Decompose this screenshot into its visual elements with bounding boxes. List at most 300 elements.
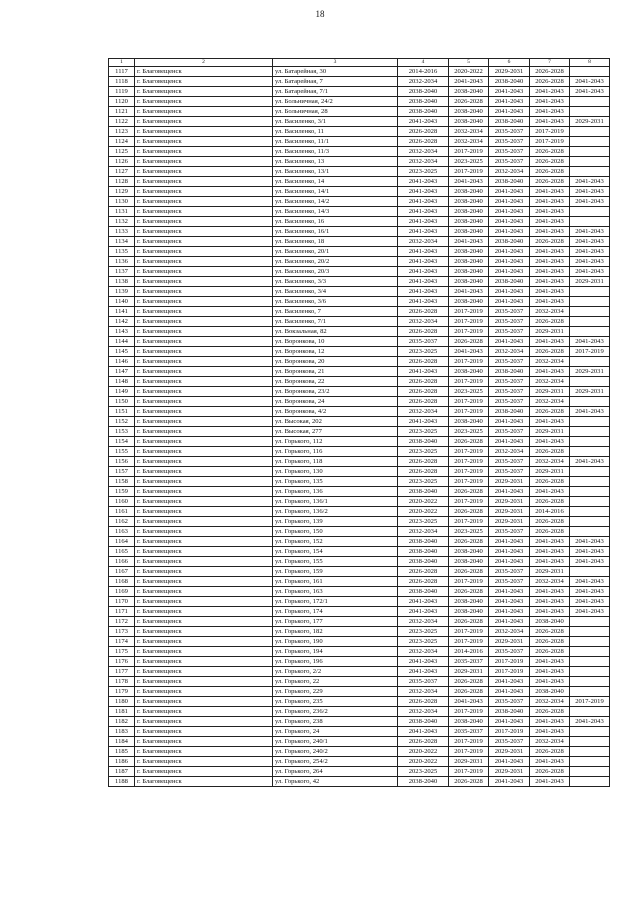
period-cell: 2038-2040 xyxy=(489,77,530,87)
period-cell: 2029-2031 xyxy=(570,277,610,287)
period-cell: 2035-2037 xyxy=(489,697,530,707)
period-cell: 2026-2028 xyxy=(449,677,489,687)
row-number: 1156 xyxy=(109,457,135,467)
period-cell: 2032-2034 xyxy=(398,647,449,657)
period-cell: 2026-2028 xyxy=(530,167,570,177)
address-cell: ул. Воронкова, 24 xyxy=(273,397,398,407)
address-cell: ул. Василенко, 16/1 xyxy=(273,227,398,237)
period-cell: 2026-2028 xyxy=(530,67,570,77)
address-cell: ул. Горького, 136/2 xyxy=(273,507,398,517)
city-cell: г. Благовещенск xyxy=(135,287,273,297)
period-cell: 2038-2040 xyxy=(449,187,489,197)
period-cell xyxy=(570,307,610,317)
period-cell: 2017-2019 xyxy=(449,317,489,327)
city-cell: г. Благовещенск xyxy=(135,437,273,447)
address-cell: ул. Василенко, 3/1 xyxy=(273,117,398,127)
row-number: 1159 xyxy=(109,487,135,497)
period-cell: 2041-2043 xyxy=(489,297,530,307)
period-cell xyxy=(570,657,610,667)
period-cell: 2017-2019 xyxy=(449,167,489,177)
period-cell: 2038-2040 xyxy=(489,277,530,287)
row-number: 1145 xyxy=(109,347,135,357)
period-cell: 2041-2043 xyxy=(489,717,530,727)
city-cell: г. Благовещенск xyxy=(135,197,273,207)
address-cell: ул. Горького, 116 xyxy=(273,447,398,457)
column-header: 4 xyxy=(398,59,449,67)
period-cell: 2041-2043 xyxy=(570,547,610,557)
city-cell: г. Благовещенск xyxy=(135,417,273,427)
table-row xyxy=(109,357,610,367)
address-cell: ул. Батарейная, 7/1 xyxy=(273,87,398,97)
address-cell: ул. Горького, 236/2 xyxy=(273,707,398,717)
period-cell: 2041-2043 xyxy=(489,267,530,277)
period-cell: 2041-2043 xyxy=(570,197,610,207)
table-row xyxy=(109,497,610,507)
period-cell: 2041-2043 xyxy=(489,217,530,227)
period-cell: 2032-2034 xyxy=(530,577,570,587)
period-cell: 2041-2043 xyxy=(530,667,570,677)
period-cell: 2041-2043 xyxy=(570,587,610,597)
period-cell: 2038-2040 xyxy=(489,177,530,187)
city-cell: г. Благовещенск xyxy=(135,737,273,747)
period-cell: 2026-2028 xyxy=(530,157,570,167)
period-cell: 2029-2031 xyxy=(570,387,610,397)
table-row xyxy=(109,717,610,727)
period-cell: 2041-2043 xyxy=(398,227,449,237)
period-cell: 2041-2043 xyxy=(530,217,570,227)
period-cell: 2026-2028 xyxy=(530,497,570,507)
period-cell: 2017-2019 xyxy=(449,307,489,317)
period-cell xyxy=(570,317,610,327)
period-cell: 2017-2019 xyxy=(449,147,489,157)
period-cell: 2041-2043 xyxy=(398,657,449,667)
period-cell: 2026-2028 xyxy=(398,737,449,747)
period-cell xyxy=(570,107,610,117)
period-cell: 2023-2025 xyxy=(398,167,449,177)
city-cell: г. Благовещенск xyxy=(135,557,273,567)
table-row xyxy=(109,557,610,567)
period-cell: 2035-2037 xyxy=(489,387,530,397)
period-cell: 2032-2034 xyxy=(530,357,570,367)
city-cell: г. Благовещенск xyxy=(135,87,273,97)
period-cell xyxy=(570,127,610,137)
period-cell: 2035-2037 xyxy=(489,577,530,587)
period-cell: 2017-2019 xyxy=(449,497,489,507)
period-cell xyxy=(570,677,610,687)
address-cell: ул. Воронкова, 4/2 xyxy=(273,407,398,417)
city-cell: г. Благовещенск xyxy=(135,767,273,777)
period-cell: 2026-2028 xyxy=(398,397,449,407)
period-cell: 2023-2025 xyxy=(398,477,449,487)
period-cell: 2041-2043 xyxy=(449,77,489,87)
address-cell: ул. Воронкова, 20 xyxy=(273,357,398,367)
table-row xyxy=(109,607,610,617)
period-cell: 2026-2028 xyxy=(449,97,489,107)
column-header: 3 xyxy=(273,59,398,67)
address-cell: ул. Горького, 136/1 xyxy=(273,497,398,507)
row-number: 1187 xyxy=(109,767,135,777)
table-body xyxy=(109,59,610,787)
period-cell: 2041-2043 xyxy=(449,697,489,707)
period-cell xyxy=(570,767,610,777)
period-cell: 2017-2019 xyxy=(449,707,489,717)
period-cell: 2023-2025 xyxy=(398,427,449,437)
period-cell xyxy=(570,737,610,747)
table-row xyxy=(109,777,610,787)
period-cell: 2029-2031 xyxy=(489,477,530,487)
city-cell: г. Благовещенск xyxy=(135,477,273,487)
column-header: 1 xyxy=(109,59,135,67)
period-cell: 2041-2043 xyxy=(530,657,570,667)
row-number: 1151 xyxy=(109,407,135,417)
city-cell: г. Благовещенск xyxy=(135,447,273,457)
period-cell: 2038-2040 xyxy=(398,107,449,117)
period-cell: 2017-2019 xyxy=(449,457,489,467)
period-cell: 2023-2025 xyxy=(449,427,489,437)
period-cell: 2026-2028 xyxy=(398,567,449,577)
period-cell: 2038-2040 xyxy=(530,617,570,627)
period-cell: 2041-2043 xyxy=(398,667,449,677)
row-number: 1149 xyxy=(109,387,135,397)
period-cell: 2026-2028 xyxy=(449,687,489,697)
period-cell: 2041-2043 xyxy=(570,607,610,617)
row-number: 1132 xyxy=(109,217,135,227)
period-cell: 2029-2031 xyxy=(530,327,570,337)
row-number: 1169 xyxy=(109,587,135,597)
city-cell: г. Благовещенск xyxy=(135,597,273,607)
table-row xyxy=(109,167,610,177)
period-cell: 2029-2031 xyxy=(489,497,530,507)
period-cell: 2041-2043 xyxy=(570,337,610,347)
period-cell: 2035-2037 xyxy=(489,157,530,167)
period-cell: 2017-2019 xyxy=(449,737,489,747)
period-cell: 2035-2037 xyxy=(489,737,530,747)
city-cell: г. Благовещенск xyxy=(135,297,273,307)
row-number: 1131 xyxy=(109,207,135,217)
period-cell: 2041-2043 xyxy=(530,87,570,97)
address-cell: ул. Воронкова, 22 xyxy=(273,377,398,387)
city-cell: г. Благовещенск xyxy=(135,427,273,437)
column-header: 6 xyxy=(489,59,530,67)
period-cell xyxy=(570,217,610,227)
period-cell: 2026-2028 xyxy=(449,617,489,627)
period-cell: 2026-2028 xyxy=(449,337,489,347)
period-cell: 2041-2043 xyxy=(398,727,449,737)
city-cell: г. Благовещенск xyxy=(135,517,273,527)
city-cell: г. Благовещенск xyxy=(135,457,273,467)
period-cell: 2029-2031 xyxy=(530,387,570,397)
period-cell: 2032-2034 xyxy=(449,137,489,147)
period-cell: 2041-2043 xyxy=(489,207,530,217)
period-cell: 2035-2037 xyxy=(489,397,530,407)
period-cell: 2041-2043 xyxy=(398,257,449,267)
period-cell: 2041-2043 xyxy=(398,217,449,227)
table-row xyxy=(109,367,610,377)
period-cell xyxy=(570,727,610,737)
address-cell: ул. Горького, 24 xyxy=(273,727,398,737)
address-cell: ул. Горького, 112 xyxy=(273,437,398,447)
period-cell: 2035-2037 xyxy=(489,647,530,657)
city-cell: г. Благовещенск xyxy=(135,627,273,637)
period-cell: 2041-2043 xyxy=(489,677,530,687)
period-cell: 2041-2043 xyxy=(530,337,570,347)
period-cell: 2041-2043 xyxy=(530,287,570,297)
period-cell: 2041-2043 xyxy=(530,717,570,727)
table-row xyxy=(109,177,610,187)
period-cell: 2041-2043 xyxy=(530,487,570,497)
row-number: 1120 xyxy=(109,97,135,107)
period-cell: 2026-2028 xyxy=(398,457,449,467)
row-number: 1119 xyxy=(109,87,135,97)
period-cell: 2041-2043 xyxy=(489,547,530,557)
table-row xyxy=(109,347,610,357)
row-number: 1155 xyxy=(109,447,135,457)
period-cell: 2035-2037 xyxy=(489,317,530,327)
period-cell: 2038-2040 xyxy=(449,107,489,117)
period-cell xyxy=(570,487,610,497)
row-number: 1167 xyxy=(109,567,135,577)
period-cell: 2038-2040 xyxy=(449,197,489,207)
period-cell: 2026-2028 xyxy=(449,567,489,577)
table-row xyxy=(109,337,610,347)
row-number: 1129 xyxy=(109,187,135,197)
table-row xyxy=(109,517,610,527)
city-cell: г. Благовещенск xyxy=(135,207,273,217)
address-cell: ул. Горького, 155 xyxy=(273,557,398,567)
row-number: 1154 xyxy=(109,437,135,447)
address-cell: ул. Батарейная, 7 xyxy=(273,77,398,87)
column-header: 5 xyxy=(449,59,489,67)
period-cell: 2038-2040 xyxy=(489,237,530,247)
period-cell: 2041-2043 xyxy=(398,247,449,257)
period-cell: 2038-2040 xyxy=(489,367,530,377)
period-cell xyxy=(570,417,610,427)
period-cell: 2041-2043 xyxy=(398,277,449,287)
table-header-row xyxy=(109,59,610,67)
period-cell: 2038-2040 xyxy=(489,407,530,417)
period-cell: 2017-2019 xyxy=(570,347,610,357)
row-number: 1173 xyxy=(109,627,135,637)
row-number: 1182 xyxy=(109,717,135,727)
period-cell: 2017-2019 xyxy=(449,447,489,457)
row-number: 1148 xyxy=(109,377,135,387)
period-cell: 2041-2043 xyxy=(489,97,530,107)
period-cell: 2041-2043 xyxy=(570,237,610,247)
address-cell: ул. Горького, 240/1 xyxy=(273,737,398,747)
period-cell: 2032-2034 xyxy=(530,697,570,707)
column-header: 7 xyxy=(530,59,570,67)
period-cell: 2041-2043 xyxy=(530,547,570,557)
period-cell xyxy=(570,637,610,647)
period-cell: 2023-2025 xyxy=(398,637,449,647)
address-cell: ул. Горького, 229 xyxy=(273,687,398,697)
row-number: 1125 xyxy=(109,147,135,157)
period-cell xyxy=(570,757,610,767)
period-cell: 2029-2031 xyxy=(570,117,610,127)
table-row xyxy=(109,527,610,537)
row-number: 1141 xyxy=(109,307,135,317)
row-number: 1174 xyxy=(109,637,135,647)
city-cell: г. Благовещенск xyxy=(135,637,273,647)
period-cell xyxy=(570,297,610,307)
page-number: 18 xyxy=(315,9,325,19)
table-row xyxy=(109,537,610,547)
period-cell: 2035-2037 xyxy=(489,147,530,157)
period-cell: 2038-2040 xyxy=(449,267,489,277)
period-cell: 2041-2043 xyxy=(398,417,449,427)
period-cell xyxy=(570,97,610,107)
period-cell: 2026-2028 xyxy=(449,487,489,497)
period-cell: 2029-2031 xyxy=(449,667,489,677)
address-cell: ул. Вокзальная, 82 xyxy=(273,327,398,337)
table-row xyxy=(109,587,610,597)
table-row xyxy=(109,297,610,307)
period-cell xyxy=(570,627,610,637)
period-cell: 2038-2040 xyxy=(449,117,489,127)
table-row xyxy=(109,117,610,127)
period-cell: 2029-2031 xyxy=(530,427,570,437)
address-cell: ул. Горького, 254/2 xyxy=(273,757,398,767)
address-cell: ул. Василенко, 7 xyxy=(273,307,398,317)
period-cell: 2038-2040 xyxy=(449,367,489,377)
city-cell: г. Благовещенск xyxy=(135,687,273,697)
address-cell: ул. Василенко, 16 xyxy=(273,217,398,227)
table-row xyxy=(109,767,610,777)
period-cell: 2041-2043 xyxy=(530,607,570,617)
table-row xyxy=(109,147,610,157)
city-cell: г. Благовещенск xyxy=(135,327,273,337)
address-cell: ул. Василенко, 3/4 xyxy=(273,287,398,297)
table-row xyxy=(109,567,610,577)
city-cell: г. Благовещенск xyxy=(135,147,273,157)
period-cell: 2041-2043 xyxy=(570,557,610,567)
column-header: 2 xyxy=(135,59,273,67)
city-cell: г. Благовещенск xyxy=(135,567,273,577)
period-cell: 2041-2043 xyxy=(489,257,530,267)
period-cell: 2038-2040 xyxy=(449,417,489,427)
row-number: 1122 xyxy=(109,117,135,127)
period-cell: 2029-2031 xyxy=(449,757,489,767)
row-number: 1121 xyxy=(109,107,135,117)
address-cell: ул. Василенко, 3/6 xyxy=(273,297,398,307)
period-cell xyxy=(570,327,610,337)
period-cell: 2038-2040 xyxy=(398,587,449,597)
table-row xyxy=(109,617,610,627)
table-row xyxy=(109,627,610,637)
table-row xyxy=(109,507,610,517)
row-number: 1175 xyxy=(109,647,135,657)
address-cell: ул. Василенко, 7/1 xyxy=(273,317,398,327)
period-cell xyxy=(570,567,610,577)
table-row xyxy=(109,197,610,207)
period-cell: 2041-2043 xyxy=(530,777,570,787)
period-cell: 2026-2028 xyxy=(530,177,570,187)
period-cell: 2017-2019 xyxy=(449,467,489,477)
city-cell: г. Благовещенск xyxy=(135,697,273,707)
table-row xyxy=(109,207,610,217)
period-cell xyxy=(570,287,610,297)
city-cell: г. Благовещенск xyxy=(135,397,273,407)
period-cell: 2038-2040 xyxy=(398,777,449,787)
period-cell: 2041-2043 xyxy=(570,717,610,727)
period-cell: 2026-2028 xyxy=(530,637,570,647)
period-cell: 2041-2043 xyxy=(530,97,570,107)
period-cell: 2035-2037 xyxy=(489,327,530,337)
period-cell: 2038-2040 xyxy=(449,207,489,217)
address-cell: ул. Горького, 196 xyxy=(273,657,398,667)
column-header: 8 xyxy=(570,59,610,67)
period-cell: 2029-2031 xyxy=(530,467,570,477)
address-cell: ул. Горького, 42 xyxy=(273,777,398,787)
table-row xyxy=(109,487,610,497)
city-cell: г. Благовещенск xyxy=(135,67,273,77)
row-number: 1150 xyxy=(109,397,135,407)
period-cell xyxy=(570,67,610,77)
period-cell: 2041-2043 xyxy=(530,297,570,307)
period-cell: 2041-2043 xyxy=(570,597,610,607)
period-cell: 2038-2040 xyxy=(449,217,489,227)
period-cell xyxy=(570,527,610,537)
period-cell xyxy=(570,377,610,387)
row-number: 1165 xyxy=(109,547,135,557)
period-cell: 2041-2043 xyxy=(530,727,570,737)
period-cell: 2023-2025 xyxy=(449,387,489,397)
city-cell: г. Благовещенск xyxy=(135,107,273,117)
city-cell: г. Благовещенск xyxy=(135,587,273,597)
address-cell: ул. Больничная, 28 xyxy=(273,107,398,117)
period-cell: 2032-2034 xyxy=(398,147,449,157)
period-cell: 2023-2025 xyxy=(449,157,489,167)
city-cell: г. Благовещенск xyxy=(135,667,273,677)
period-cell xyxy=(570,747,610,757)
row-number: 1136 xyxy=(109,257,135,267)
period-cell: 2035-2037 xyxy=(449,727,489,737)
address-cell: ул. Василенко, 14/2 xyxy=(273,197,398,207)
city-cell: г. Благовещенск xyxy=(135,247,273,257)
city-cell: г. Благовещенск xyxy=(135,137,273,147)
period-cell: 2032-2034 xyxy=(489,347,530,357)
period-cell: 2041-2043 xyxy=(530,267,570,277)
period-cell: 2026-2028 xyxy=(530,707,570,717)
city-cell: г. Благовещенск xyxy=(135,217,273,227)
period-cell: 2041-2043 xyxy=(398,597,449,607)
address-cell: ул. Горького, 118 xyxy=(273,457,398,467)
period-cell xyxy=(570,427,610,437)
table-row xyxy=(109,387,610,397)
period-cell: 2032-2034 xyxy=(530,397,570,407)
period-cell xyxy=(570,707,610,717)
address-cell: ул. Горького, 135 xyxy=(273,477,398,487)
row-number: 1124 xyxy=(109,137,135,147)
table-row xyxy=(109,647,610,657)
period-cell: 2041-2043 xyxy=(398,187,449,197)
table-row xyxy=(109,137,610,147)
table-row xyxy=(109,97,610,107)
city-cell: г. Благовещенск xyxy=(135,127,273,137)
table-row xyxy=(109,267,610,277)
table-row xyxy=(109,377,610,387)
period-cell: 2038-2040 xyxy=(398,547,449,557)
period-cell: 2041-2043 xyxy=(530,597,570,607)
city-cell: г. Благовещенск xyxy=(135,77,273,87)
city-cell: г. Благовещенск xyxy=(135,177,273,187)
address-cell: ул. Василенко, 11 xyxy=(273,127,398,137)
city-cell: г. Благовещенск xyxy=(135,777,273,787)
period-cell: 2026-2028 xyxy=(530,447,570,457)
period-cell: 2020-2022 xyxy=(398,507,449,517)
period-cell: 2026-2028 xyxy=(530,767,570,777)
row-number: 1127 xyxy=(109,167,135,177)
